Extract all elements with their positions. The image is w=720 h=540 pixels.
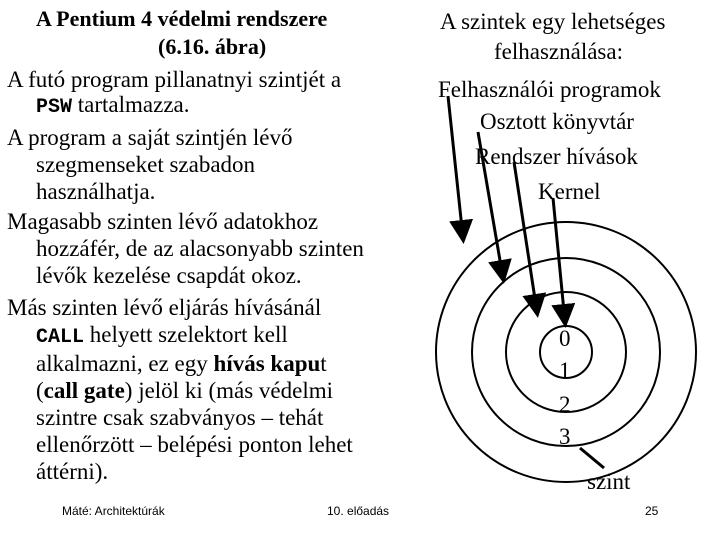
text-call-gate-line6: ellenőrzött – belépési ponton lehet — [36, 432, 353, 457]
footer-author: Máté: Architektúrák — [62, 504, 165, 518]
text-own-level-line3: használhatja. — [36, 179, 156, 204]
code-psw: PSW — [36, 96, 73, 119]
slide-title-line2: (6.16. ábra) — [158, 34, 267, 59]
code-call: CALL — [36, 326, 85, 349]
text-call-gate-line2: CALL helyett szelektort kell — [36, 322, 288, 349]
text-higher-level-line2: hozzáfér, de az alacsonyabb szinten — [36, 236, 364, 261]
levels-heading-line2: felhasználása: — [494, 39, 623, 64]
text-psw-line2: PSW tartalmazza. — [36, 92, 190, 119]
arrow-szint — [580, 448, 604, 468]
text-call-gate-line3: alkalmazni, ez egy hívás kaput — [36, 351, 327, 376]
footer-lecture: 10. előadás — [327, 504, 390, 518]
level-label-shared-library: Osztott könyvtár — [480, 109, 634, 134]
levels-heading-line1: A szintek egy lehetséges — [440, 9, 666, 34]
text-call-gate-line5: szintre csak szabványos – tehát — [36, 405, 324, 430]
ring-number-0: 0 — [559, 326, 571, 351]
arrow-kernel — [553, 198, 565, 322]
text-call-gate-line7: áttérni). — [36, 459, 109, 484]
axis-label-szint: szint — [587, 469, 631, 494]
level-label-kernel: Kernel — [538, 179, 601, 204]
slide-title-line1: A Pentium 4 védelmi rendszere — [36, 6, 328, 31]
level-label-user-programs: Felhasználói programok — [438, 77, 661, 102]
text-own-level-line1: A program a saját szintjén lévő — [7, 125, 293, 150]
level-label-system-calls: Rendszer hívások — [475, 144, 638, 169]
text-higher-level-line3: lévők kezelése csapdát okoz. — [36, 263, 302, 288]
text-higher-level-line1: Magasabb szinten lévő adatokhoz — [7, 209, 319, 234]
text-psw-line1: A futó program pillanatnyi szintjét a — [7, 67, 342, 92]
footer-page-number: 25 — [645, 504, 659, 518]
term-call-gate-hu: hívás kapu — [213, 351, 321, 376]
ring-number-3: 3 — [559, 424, 571, 449]
arrow-user-programs — [448, 96, 463, 238]
arrow-system-calls — [514, 162, 537, 312]
ring-number-2: 2 — [559, 392, 571, 417]
text-own-level-line2: szegmenseket szabadon — [36, 152, 256, 177]
term-call-gate-en: call gate — [43, 378, 125, 403]
text-call-gate-line4: (call gate) jelöl ki (más védelmi — [36, 378, 334, 403]
ring-number-1: 1 — [559, 358, 571, 383]
text-call-gate-line1: Más szinten lévő eljárás hívásánál — [7, 295, 322, 320]
